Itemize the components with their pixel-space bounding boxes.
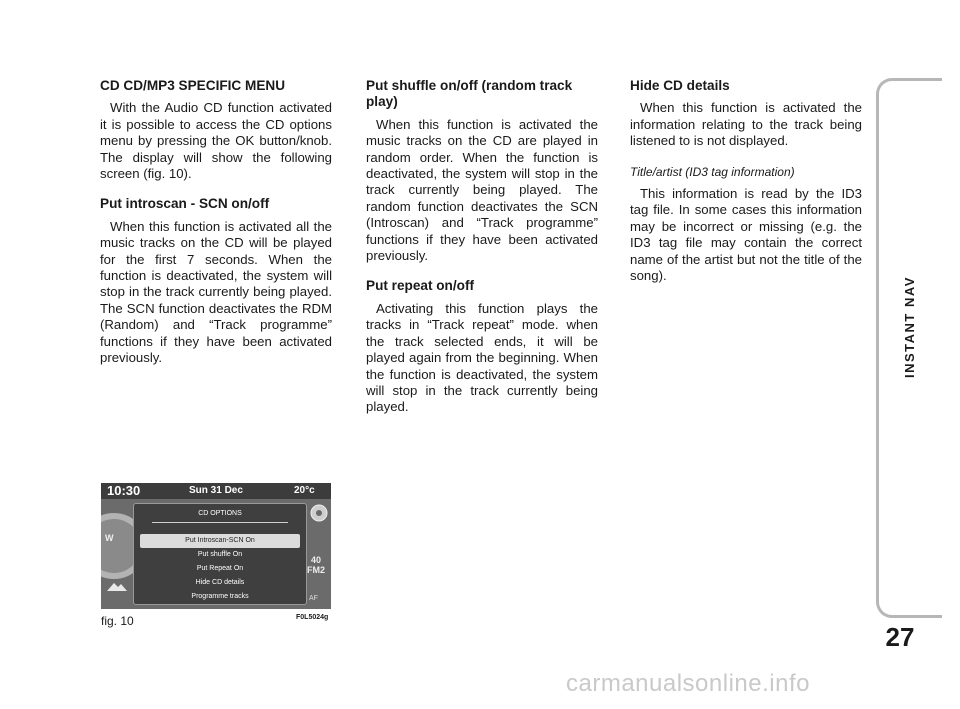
menu-item-introscan: Put Introscan-SCN On (140, 534, 300, 548)
paragraph-repeat: Activating this function plays the tracks in “Track repeat” mode. when the track selected ends, it will be played again from the beginning. When the function is deactivated, the system will stop in the track currently being played. (366, 300, 598, 415)
af-indicator: AF (309, 595, 318, 602)
watermark: carmanualsonline.info (566, 670, 810, 697)
radio-frequency (307, 555, 325, 575)
section-heading-hide-details: Hide CD details (630, 78, 730, 93)
paragraph-shuffle: When this function is activated the music tracks on the CD are played in random order. When the function is deactivated, the system will stop in the track currently being played. The random function deactivates the SCN (Introscan) and “Track programme” functions if they have been activated previously. (366, 116, 598, 264)
text-column-1 (100, 78, 332, 381)
compass-letter: W (105, 533, 114, 543)
frequency-number: 40 (310, 555, 321, 565)
paragraph-id3: This information is read by the ID3 tag file. In some cases this information may be incorrect or missing (e.g. the ID3 tag file may contain the correct name of the artist but not the title of the song). (630, 186, 862, 284)
text-column-3 (630, 78, 862, 298)
menu-list (134, 534, 306, 604)
figure-label: fig. 10 (101, 614, 134, 628)
cd-disc-icon (309, 503, 329, 523)
paragraph-cd-menu: With the Audio CD function activated it is possible to access the CD options menu by pressing the OK button/knob. The display will show the following screen (fig. 10). (100, 100, 332, 182)
section-heading-shuffle: Put shuffle on/off (random track play) (366, 78, 573, 110)
paragraph-hide-details: When this function is activated the information relating to the track being listened to is not displayed. (630, 100, 862, 149)
menu-item-hide-details: Hide CD details (195, 579, 245, 586)
status-bar (101, 483, 331, 499)
frequency-band: FM2 (307, 565, 325, 575)
section-heading-introscan: Put introscan - SCN on/off (100, 196, 270, 212)
menu-title: CD OPTIONS (198, 510, 242, 517)
section-heading-cd-menu: CD CD/MP3 SPECIFIC MENU (100, 78, 286, 93)
menu-item-shuffle: Put shuffle On (197, 551, 243, 558)
paragraph-introscan: When this function is activated all the music tracks on the CD will be played for the first 7 seconds. When the function is deactivated, the system will stop in the track currently being played. The SCN function deactivates the RDM (Random) and “Track programme” functions if they have been activated previously. (100, 218, 332, 366)
subheading-id3: Title/artist (ID3 tag information) (630, 164, 795, 179)
mountain-icon (107, 581, 127, 591)
page-number: 27 (885, 622, 915, 652)
section-heading-repeat: Put repeat on/off (366, 278, 474, 294)
menu-divider (152, 522, 288, 523)
text-column-2 (366, 78, 598, 430)
date-display: Sun 31 Dec (189, 485, 243, 496)
display-screen-figure (101, 483, 331, 609)
figure-code: F0L5024g (296, 614, 329, 621)
temperature-display: 20°c (294, 485, 315, 496)
cd-options-menu (133, 503, 307, 605)
menu-item-programme-tracks: Programme tracks (191, 593, 249, 600)
clock-time: 10:30 (107, 483, 141, 498)
menu-item-repeat: Put Repeat On (196, 565, 244, 572)
chapter-tab-label: INSTANT NAV (902, 276, 917, 378)
